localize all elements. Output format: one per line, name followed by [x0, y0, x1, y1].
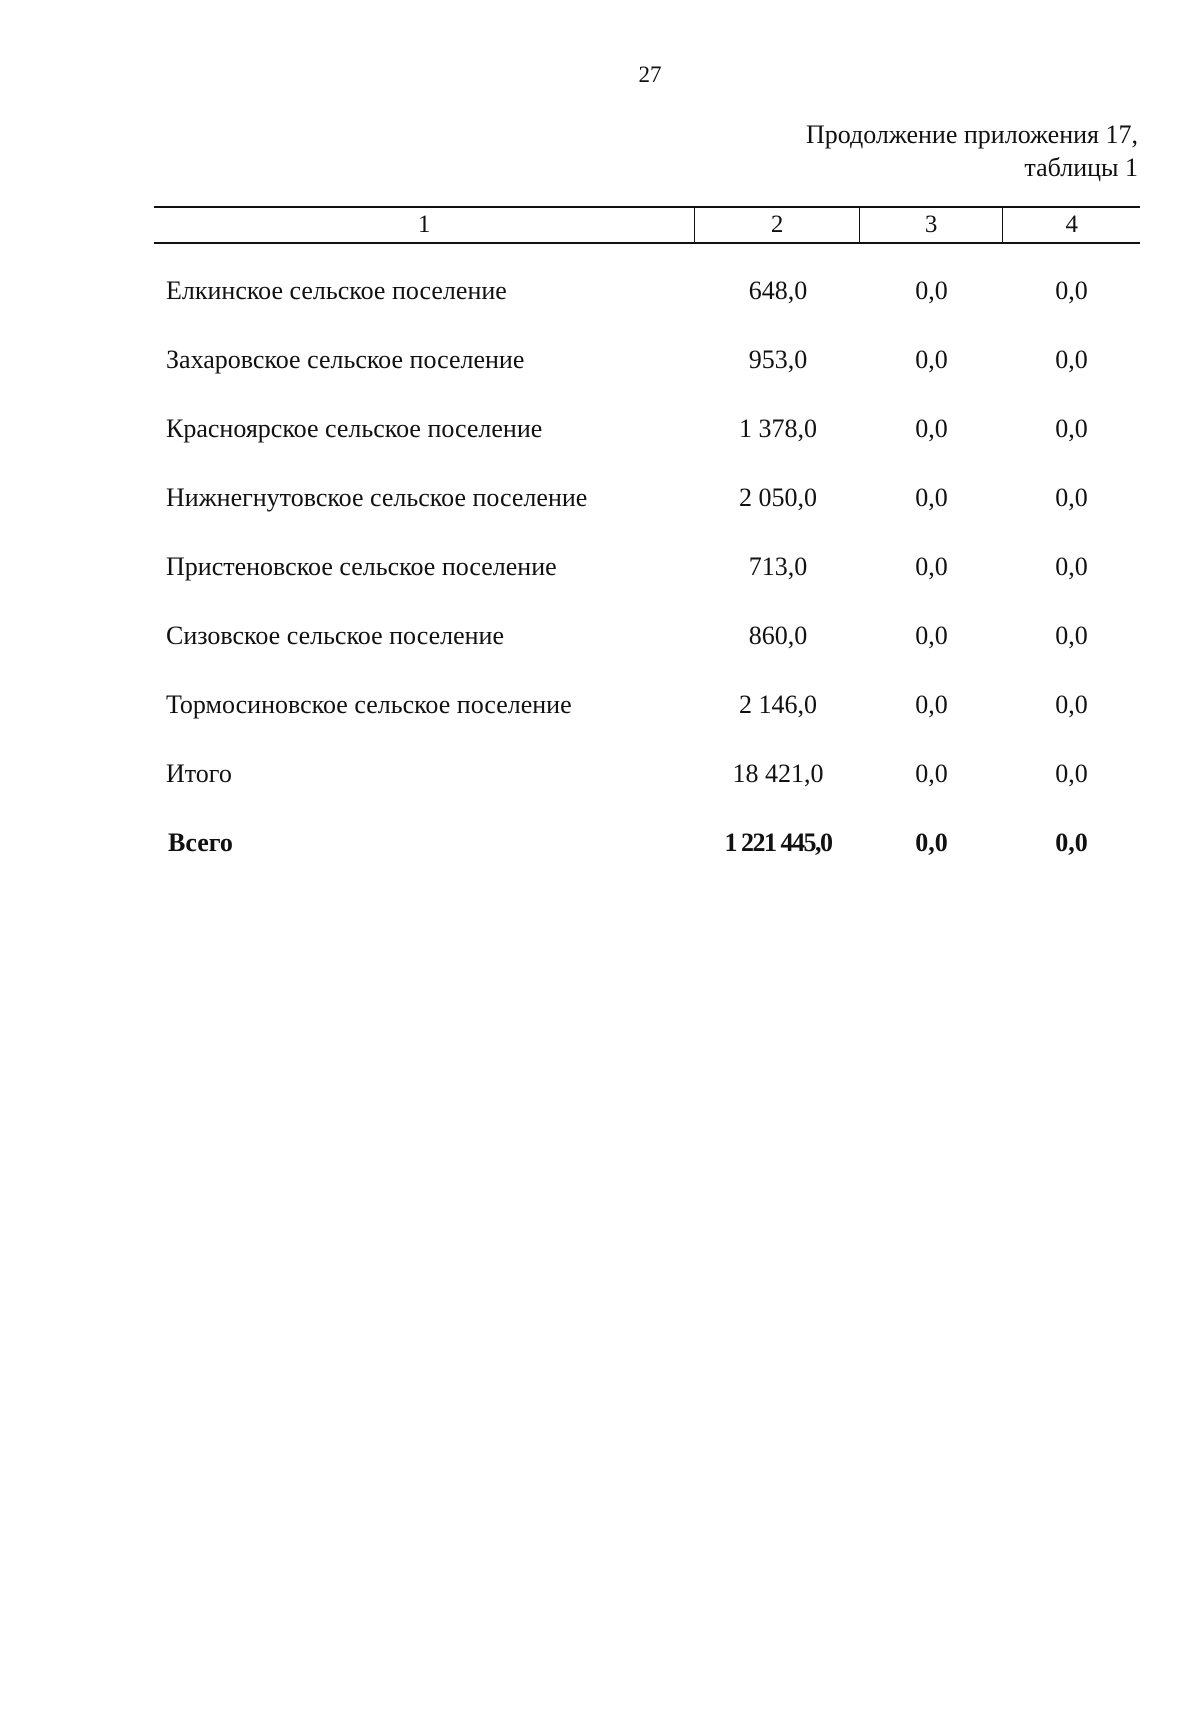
- column-4-value: 0,0: [1055, 827, 1088, 857]
- settlement-name: Сизовское сельское поселение: [166, 620, 504, 650]
- column-4-value: 0,0: [1055, 758, 1088, 788]
- column-2-value: 1 221 445,0: [724, 827, 832, 857]
- grand-total-label: Всего: [168, 827, 233, 857]
- column-2-value: 1 378,0: [739, 413, 817, 443]
- column-2-value: 713,0: [748, 551, 808, 581]
- appendix-note-line-2: таблицы 1: [1024, 153, 1138, 182]
- table-row: [154, 394, 1140, 463]
- column-3-value: 0,0: [915, 827, 948, 857]
- column-3-value: 0,0: [915, 413, 948, 443]
- subtotal-label: Итого: [166, 758, 232, 788]
- column-header-3: 3: [859, 208, 1003, 242]
- column-header-4: 4: [1002, 208, 1140, 242]
- column-4-value: 0,0: [1055, 344, 1088, 374]
- column-header-1: 1: [417, 211, 431, 238]
- column-4-value: 0,0: [1055, 413, 1088, 443]
- column-3-value: 0,0: [915, 482, 948, 512]
- table-row: [154, 256, 1140, 325]
- column-2-value: 953,0: [748, 344, 808, 374]
- column-3-value: 0,0: [915, 551, 948, 581]
- column-4-value: 0,0: [1055, 275, 1088, 305]
- column-2-value: 2 146,0: [739, 689, 817, 719]
- column-2-value: 860,0: [748, 620, 808, 650]
- settlement-name: Пристеновское сельское поселение: [166, 551, 557, 581]
- page-number: 27: [638, 62, 662, 87]
- appendix-note-line-1: Продолжение приложения 17,: [805, 120, 1138, 149]
- table-row: [154, 325, 1140, 394]
- column-4-value: 0,0: [1055, 482, 1088, 512]
- settlement-name: Елкинское сельское поселение: [166, 275, 507, 305]
- column-3-value: 0,0: [915, 689, 948, 719]
- column-3-value: 0,0: [915, 275, 948, 305]
- table-row: [154, 601, 1140, 670]
- column-3-value: 0,0: [915, 344, 948, 374]
- column-3-value: 0,0: [915, 620, 948, 650]
- table-body: [154, 256, 1140, 877]
- table-row: [154, 670, 1140, 739]
- appendix-note: [806, 118, 1138, 184]
- table-row: [154, 532, 1140, 601]
- grand-total-row: [154, 808, 1140, 877]
- table-header: [154, 206, 1140, 244]
- settlement-name: Нижнегнутовское сельское поселение: [166, 482, 588, 512]
- settlement-name: Тормосиновское сельское поселение: [166, 689, 572, 719]
- column-3-value: 0,0: [915, 758, 948, 788]
- column-2-value: 18 421,0: [732, 758, 824, 788]
- column-2-value: 648,0: [748, 275, 808, 305]
- column-4-value: 0,0: [1055, 551, 1088, 581]
- column-4-value: 0,0: [1055, 620, 1088, 650]
- column-2-value: 2 050,0: [739, 482, 817, 512]
- settlement-name: Захаровское сельское поселение: [166, 344, 525, 374]
- column-4-value: 0,0: [1055, 689, 1088, 719]
- column-header-2: 2: [694, 208, 859, 242]
- table-row: [154, 463, 1140, 532]
- settlement-name: Красноярское сельское поселение: [166, 413, 543, 443]
- subtotal-row: [154, 739, 1140, 808]
